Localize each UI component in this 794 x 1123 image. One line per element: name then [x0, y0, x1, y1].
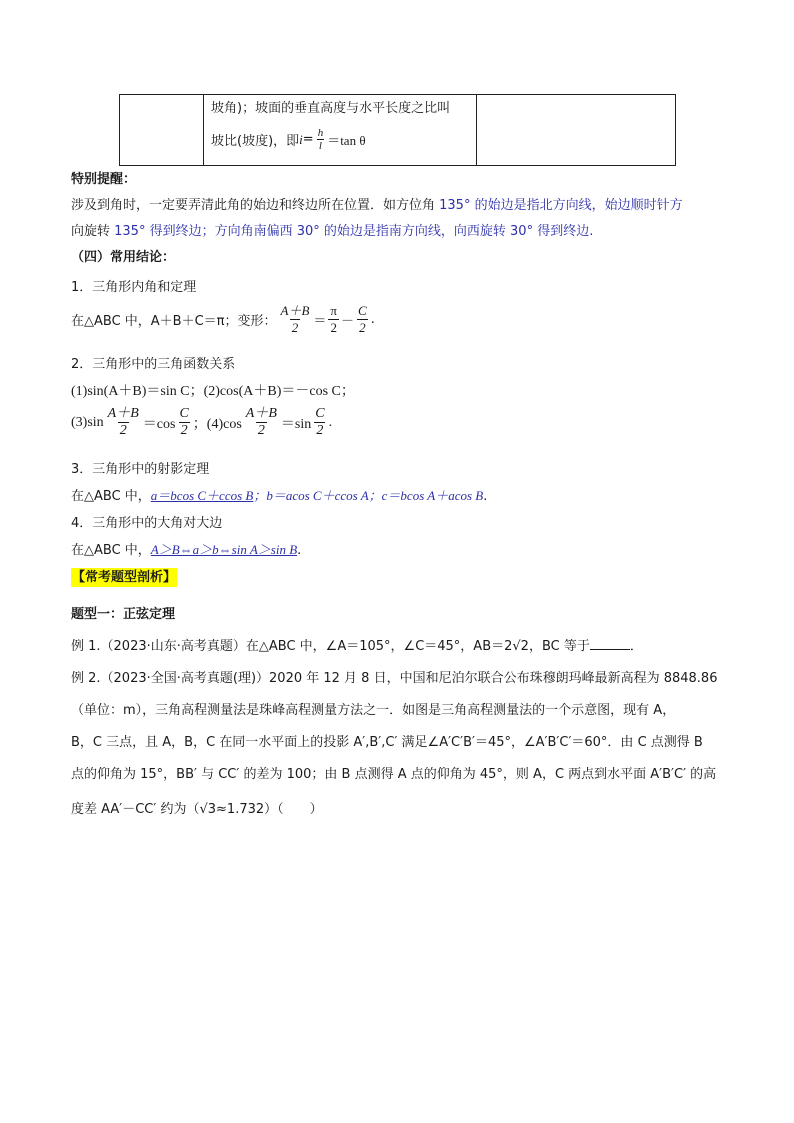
section4-formula: [71, 539, 301, 558]
s1-end: .: [370, 312, 375, 327]
s3-end: .: [483, 489, 488, 504]
s3-b: ；b＝acos C＋ccos A: [253, 488, 369, 503]
s3-prefix: 在△ABC 中，: [71, 489, 151, 504]
example1-text: 例 1.（2023·山东·高考真题）在△ABC 中，∠A＝105°，∠C＝45°，AB＝2√2，BC 等于: [71, 639, 590, 654]
s1-frac1-num: A＋B: [280, 303, 310, 318]
s1-frac2-num: π: [330, 303, 337, 318]
special-heading: 特别提醒：: [71, 172, 137, 187]
special-line2-a: 向旋转: [71, 224, 115, 239]
analysis-badge-text: 【常考题型剖析】: [72, 570, 177, 585]
s2-l2-a: (3)sin: [71, 414, 104, 430]
example1: [71, 635, 643, 654]
conclusions-heading: （四）常用结论：: [71, 250, 176, 265]
s2-l2-end: .: [328, 414, 333, 430]
special-line1: [71, 194, 683, 213]
special-line2: [71, 220, 593, 239]
analysis-badge: [71, 566, 177, 585]
example2-line5: 度差 AA′－CC′ 约为（√3≈1.732）（ ）: [71, 802, 323, 817]
s2-frac4: [313, 406, 326, 439]
example2-line1: 例 2.（2023·全国·高考真题(理)）2020 年 12 月 8 日，中国和尼泊尔联合公布珠穆朗玛峰最新高程为 8848.86: [71, 671, 718, 686]
section3-formula: [71, 485, 487, 504]
definition-table: [119, 94, 676, 166]
example1-end: ．: [629, 639, 643, 654]
answer-blank[interactable]: [590, 637, 630, 650]
slope-eq: =: [302, 132, 314, 147]
s1-frac1: [279, 303, 312, 336]
slope-tan: ＝tan θ: [327, 133, 366, 148]
s3-a: a＝bcos C＋ccos B: [150, 488, 254, 503]
s2-frac1-den: 2: [119, 423, 127, 438]
table-text-line1: 坡角)；坡面的垂直高度与水平长度之比叫: [211, 101, 451, 116]
type1-title: 题型一：正弦定理: [71, 607, 176, 622]
s2-frac1-num: A＋B: [107, 406, 139, 421]
s3-c: ；c＝bcos A＋acos B: [368, 488, 484, 503]
slope-fraction: [316, 127, 326, 152]
section2-line1: (1)sin(A＋B)＝sin C；(2)cos(A＋B)＝－cos C；: [71, 384, 355, 399]
example2-line4: 点的仰角为 15°，BB′ 与 CC′ 的差为 100；由 B 点测得 A 点的仰角为 45°，则 A，C 两点到水平面 A′B′C′ 的高: [71, 767, 717, 782]
special-line1-b: 135° 的始边是指北方向线，始边顺时针方: [439, 198, 683, 213]
section1-title: 1．三角形内角和定理: [71, 280, 197, 295]
section2-line2: [71, 406, 332, 439]
s2-l2-d: ＝sin: [280, 416, 312, 432]
s2-frac4-den: 2: [316, 423, 324, 438]
section3-title: 3．三角形中的射影定理: [71, 462, 210, 477]
s2-frac3: [244, 406, 279, 439]
s1-text: 在△ABC 中，A＋B＋C＝π；变形：: [71, 314, 277, 329]
s2-frac3-num: A＋B: [245, 406, 277, 421]
table-cell-divider: [476, 95, 477, 165]
s1-eq: ＝: [313, 314, 327, 329]
s2-l2-b: ＝cos: [142, 416, 176, 432]
s2-frac3-den: 2: [257, 423, 265, 438]
s1-frac3-num: C: [358, 303, 367, 318]
section1-formula: [71, 303, 375, 336]
s2-frac2-den: 2: [180, 423, 188, 438]
s2-frac1: [106, 406, 141, 439]
s1-frac3: [356, 303, 369, 336]
s2-l2-c: ；(4)cos: [192, 416, 242, 432]
example2-line3: B，C 三点，且 A，B，C 在同一水平面上的投影 A′,B′,C′ 满足∠A′C′B′＝45°，∠A′B′C′＝60°．由 C 点测得 B: [71, 735, 703, 750]
slope-label: 坡比(坡度)，即: [211, 134, 300, 149]
s1-frac2-den: 2: [330, 320, 337, 335]
slope-numerator: h: [317, 127, 324, 139]
special-line1-a: 涉及到角时，一定要弄清此角的始边和终边所在位置．如方位角: [71, 198, 440, 213]
s2-frac2: [177, 406, 190, 439]
s2-frac2-num: C: [179, 406, 189, 421]
s4-prefix: 在△ABC 中，: [71, 543, 151, 558]
special-line2-b: 135° 得到终边；方向角南偏西 30° 的始边是指南方向线，向西旋转 30° 得到终边.: [114, 224, 594, 239]
s1-minus: －: [341, 314, 355, 329]
s1-frac1-den: 2: [291, 320, 299, 335]
section2-title: 2．三角形中的三角函数关系: [71, 357, 236, 372]
s1-frac2: [328, 303, 339, 336]
section4-title: 4．三角形中的大角对大边: [71, 516, 223, 531]
table-cell-left: [120, 95, 204, 165]
s2-frac4-num: C: [315, 406, 325, 421]
s4-end: .: [297, 543, 302, 558]
s4-text: A＞B⇔a＞b⇔sin A＞sin B: [150, 542, 298, 557]
slope-denominator: l: [318, 140, 322, 152]
s1-frac3-den: 2: [359, 320, 366, 335]
slope-symbol: i: [299, 131, 303, 147]
example2-line2: （单位：m），三角高程测量法是珠峰高程测量方法之一．如图是三角高程测量法的一个示意图，现有 A，: [71, 703, 676, 718]
table-text-line2: [211, 127, 366, 152]
